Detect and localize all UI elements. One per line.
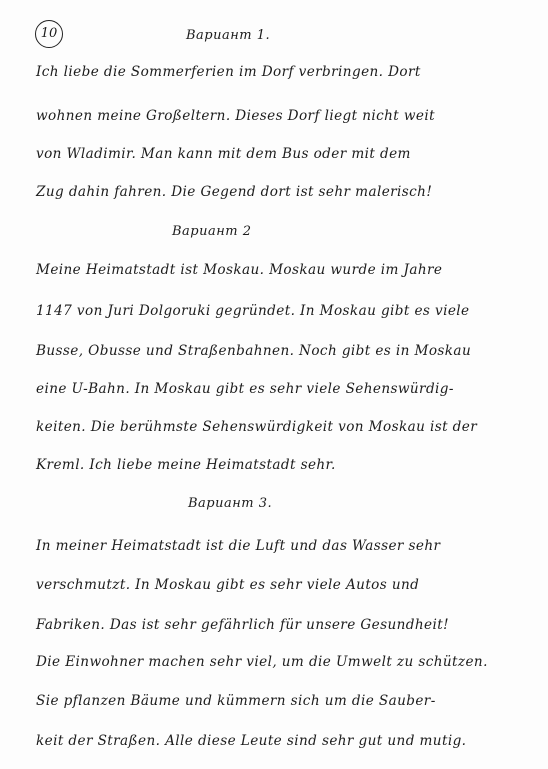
section-2-line-3: Busse, Obusse und Straßenbahnen. Noch gibt es in Moskau <box>36 343 472 359</box>
section-2-line-5: keiten. Die berühmste Sehenswürdigkeit von Moskau ist der <box>36 419 478 435</box>
section-2-line-1: Meine Heimatstadt ist Moskau. Moskau wurde im Jahre <box>36 262 443 278</box>
section-1-line-2: wohnen meine Großeltern. Dieses Dorf liegt nicht weit <box>36 108 435 124</box>
section-2-line-4: eine U-Bahn. In Moskau gibt es sehr viele Sehenswürdig- <box>36 381 454 397</box>
section-3-heading: Вариант 3. <box>188 496 273 511</box>
section-1-line-3: von Wladimir. Man kann mit dem Bus oder mit dem <box>36 146 411 162</box>
section-2-heading: Вариант 2 <box>172 224 252 239</box>
section-3-line-3: Fabriken. Das ist sehr gefährlich für unsere Gesundheit! <box>36 617 449 633</box>
section-3-line-1: In meiner Heimatstadt ist die Luft und das Wasser sehr <box>36 538 441 554</box>
section-1-heading: Вариант 1. <box>186 28 271 43</box>
section-2-line-6: Kreml. Ich liebe meine Heimatstadt sehr. <box>36 457 336 473</box>
section-3-line-2: verschmutzt. In Moskau gibt es sehr viele Autos und <box>36 577 420 593</box>
section-1-line-4: Zug dahin fahren. Die Gegend dort ist sehr malerisch! <box>36 184 433 200</box>
section-2-line-2: 1147 von Juri Dolgoruki gegründet. In Moskau gibt es viele <box>36 303 470 319</box>
section-1-line-1: Ich liebe die Sommerferien im Dorf verbringen. Dort <box>36 64 421 80</box>
page-number-circle: 10 <box>35 20 63 48</box>
section-3-line-4: Die Einwohner machen sehr viel, um die Umwelt zu schützen. <box>36 654 488 670</box>
section-3-line-6: keit der Straßen. Alle diese Leute sind sehr gut und mutig. <box>36 733 467 749</box>
section-3-line-5: Sie pflanzen Bäume und kümmern sich um die Sauber- <box>36 693 436 709</box>
